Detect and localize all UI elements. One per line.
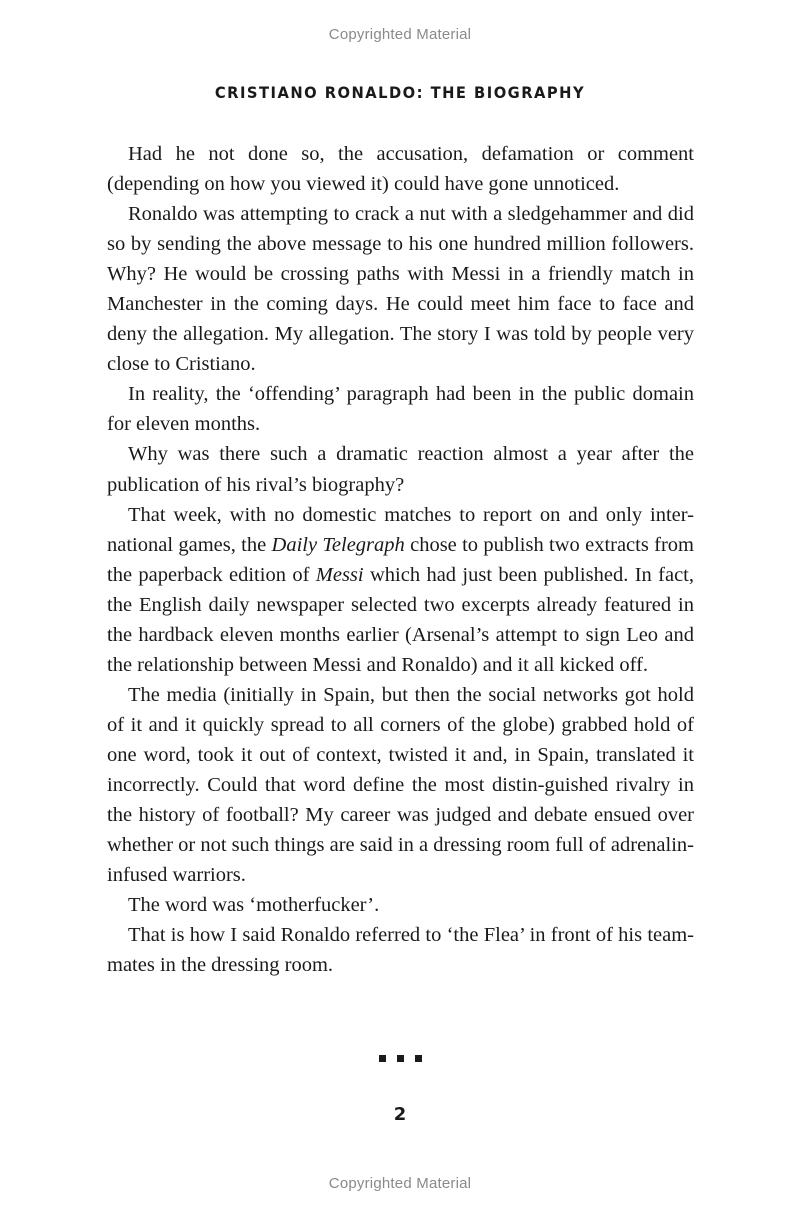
paragraph-text: chose to publish two extracts from the paperback edition of: [107, 533, 694, 586]
paragraph: The word was ‘motherfucker’.: [128, 894, 380, 917]
square-bullet-icon: [379, 1055, 386, 1062]
book-title: Messi: [315, 563, 364, 586]
copyright-watermark-top: Copyrighted Material: [328, 26, 472, 43]
copyright-watermark-bottom: Copyrighted Material: [328, 1175, 472, 1192]
paragraph: Ronaldo was attempting to crack a nut with a sledgehammer and did so by sending the above message to his one hundred million followers. Why? He would be crossing paths with Messi in a friendly match in Manchester in the coming days. He could meet him face to face and deny the allegation. My allegation. The story I was told by people very close to Cristiano.: [107, 203, 694, 376]
paragraph: That is how I said Ronaldo referred to ‘the Flea’ in front of his team-mates in the dressing room.: [107, 924, 694, 977]
page-number: 2: [393, 1104, 407, 1125]
square-bullet-icon: [397, 1055, 404, 1062]
running-head: CRISTIANO RONALDO: THE BIOGRAPHY: [214, 83, 586, 102]
paragraph: In reality, the ‘offending’ paragraph had been in the public domain for eleven months.: [107, 383, 694, 436]
paragraph-text: That week, with no domestic matches to report on and only inter-national games, the: [107, 503, 694, 556]
newspaper-title: Daily Telegraph: [271, 533, 405, 556]
paragraph: Why was there such a dramatic reaction almost a year after the publication of his rival’s biography?: [107, 443, 694, 496]
square-bullet-icon: [415, 1055, 422, 1062]
paragraph: Had he not done so, the accusation, defamation or comment (depending on how you viewed it) could have gone unnoticed.: [107, 143, 694, 196]
paragraph: The media (initially in Spain, but then the social networks got hold of it and it quickly spread to all corners of the globe) grabbed hold of one word, took it out of context, twisted it and, in Spain, translated it incorrectly. Could that word define the most distin-guished rivalry in the history of football? My career was judged and debate ensued over whether or not such things are said in a dressing room full of adrenalin-infused warriors.: [107, 683, 694, 887]
paragraph: [107, 500, 694, 680]
body-text: [107, 139, 694, 980]
paragraph-text: which had just been published. In fact, the English daily newspaper selected two excerpts already featured in the hardback eleven months earlier (Arsenal’s attempt to sign Leo and the relationship between Messi and Ronaldo) and it all kicked off.: [107, 563, 695, 676]
section-break-ornament: [0, 1055, 800, 1062]
